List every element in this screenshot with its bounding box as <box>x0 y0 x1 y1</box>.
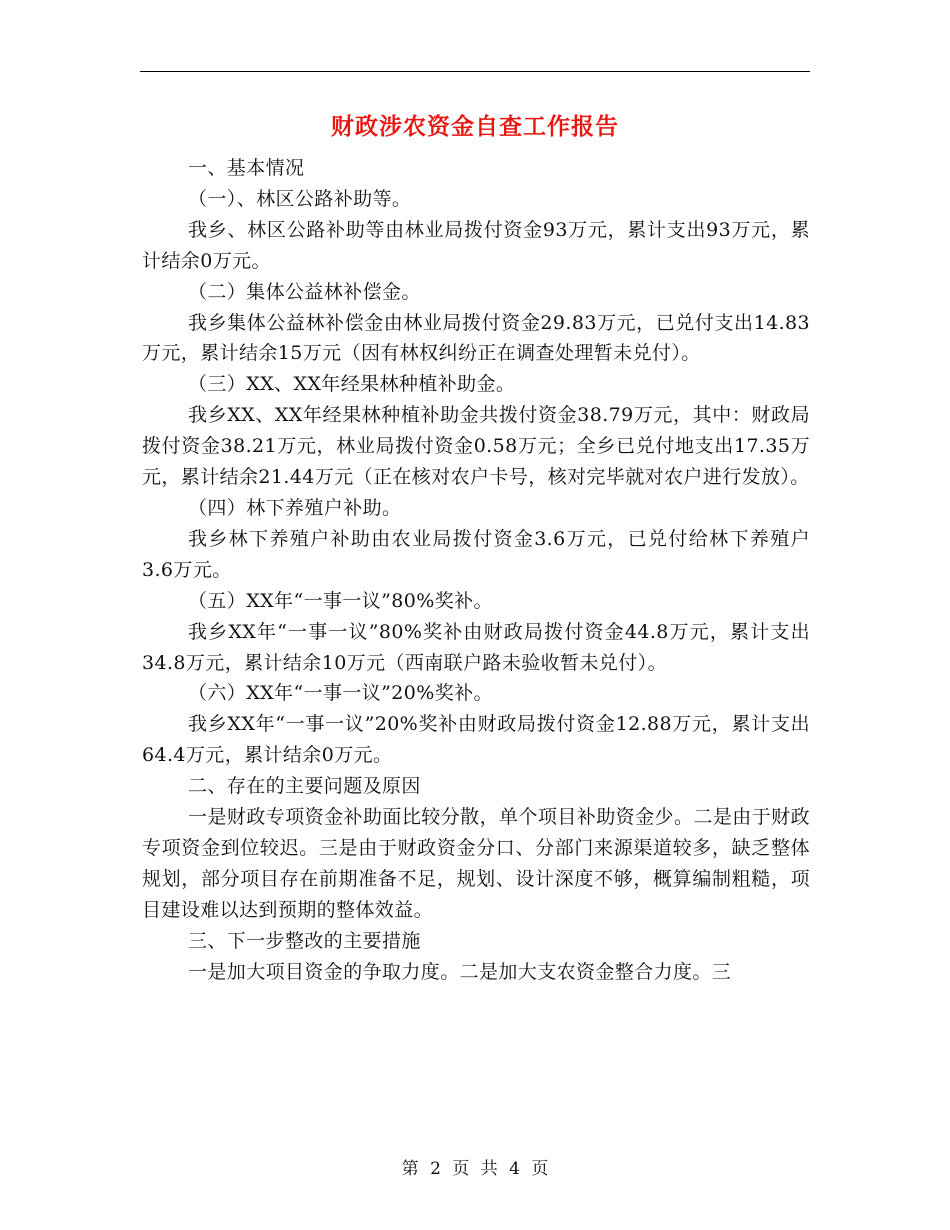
paragraph-problems: 一是财政专项资金补助面比较分散，单个项目补助资金少。二是由于财政专项资金到位较迟。三是由于财政资金分口、分部门来源渠道较多，缺乏整体规划，部分项目存在前期准备不足，规划、设计深度不够，概算编制粗糙，项目建设难以达到预期的整体效益。 <box>142 806 810 921</box>
document-body <box>142 153 810 987</box>
paragraph-1: 我乡、林区公路补助等由林业局拨付资金93万元，累计支出93万元，累计结余0万元。 <box>142 218 810 272</box>
paragraph-5: 我乡XX年“一事一议”80%奖补由财政局拨付资金44.8万元，累计支出34.8万元，累计结余10万元（西南联户路未验收暂未兑付）。 <box>142 620 810 674</box>
document-title: 财政涉农资金自查工作报告 <box>331 113 619 140</box>
paragraph-3: 我乡XX、XX年经果林种植补助金共拨付资金38.79万元，其中：财政局拨付资金38.21万元，林业局拨付资金0.58万元；全乡已兑付地支出17.35万元，累计结余21.44万元（正在核对农户卡号，核对完毕就对农户进行发放）。 <box>142 404 810 489</box>
section-heading-measures: 三、下一步整改的主要措施 <box>188 929 421 952</box>
subheading-4: （四）林下养殖户补助。 <box>188 496 402 519</box>
paragraph-measures: 一是加大项目资金的争取力度。二是加大支农资金整合力度。三 <box>188 960 732 983</box>
page-footer: 第 2 页 共 4 页 <box>401 1159 549 1179</box>
subheading-1: （一）、林区公路补助等。 <box>188 187 412 210</box>
paragraph-6: 我乡XX年“一事一议”20%奖补由财政局拨付资金12.88万元，累计支出64.4万元，累计结余0万元。 <box>142 713 810 767</box>
subheading-3: （三）XX、XX年经果林种植补助金。 <box>188 373 516 396</box>
subheading-2: （二）集体公益林补偿金。 <box>188 280 421 303</box>
subheading-6: （六）XX年“一事一议”20%奖补。 <box>188 682 493 705</box>
paragraph-4: 我乡林下养殖户补助由农业局拨付资金3.6万元，已兑付给林下养殖户3.6万元。 <box>142 527 810 581</box>
subheading-5: （五）XX年“一事一议”80%奖补。 <box>188 589 493 612</box>
section-heading-problems: 二、存在的主要问题及原因 <box>188 775 421 798</box>
section-heading-basic: 一、基本情况 <box>188 157 305 179</box>
header-rule <box>140 71 810 72</box>
paragraph-2: 我乡集体公益林补偿金由林业局拨付资金29.83万元，已兑付支出14.83万元，累计结余15万元（因有林权纠纷正在调查处理暂未兑付）。 <box>142 311 810 365</box>
